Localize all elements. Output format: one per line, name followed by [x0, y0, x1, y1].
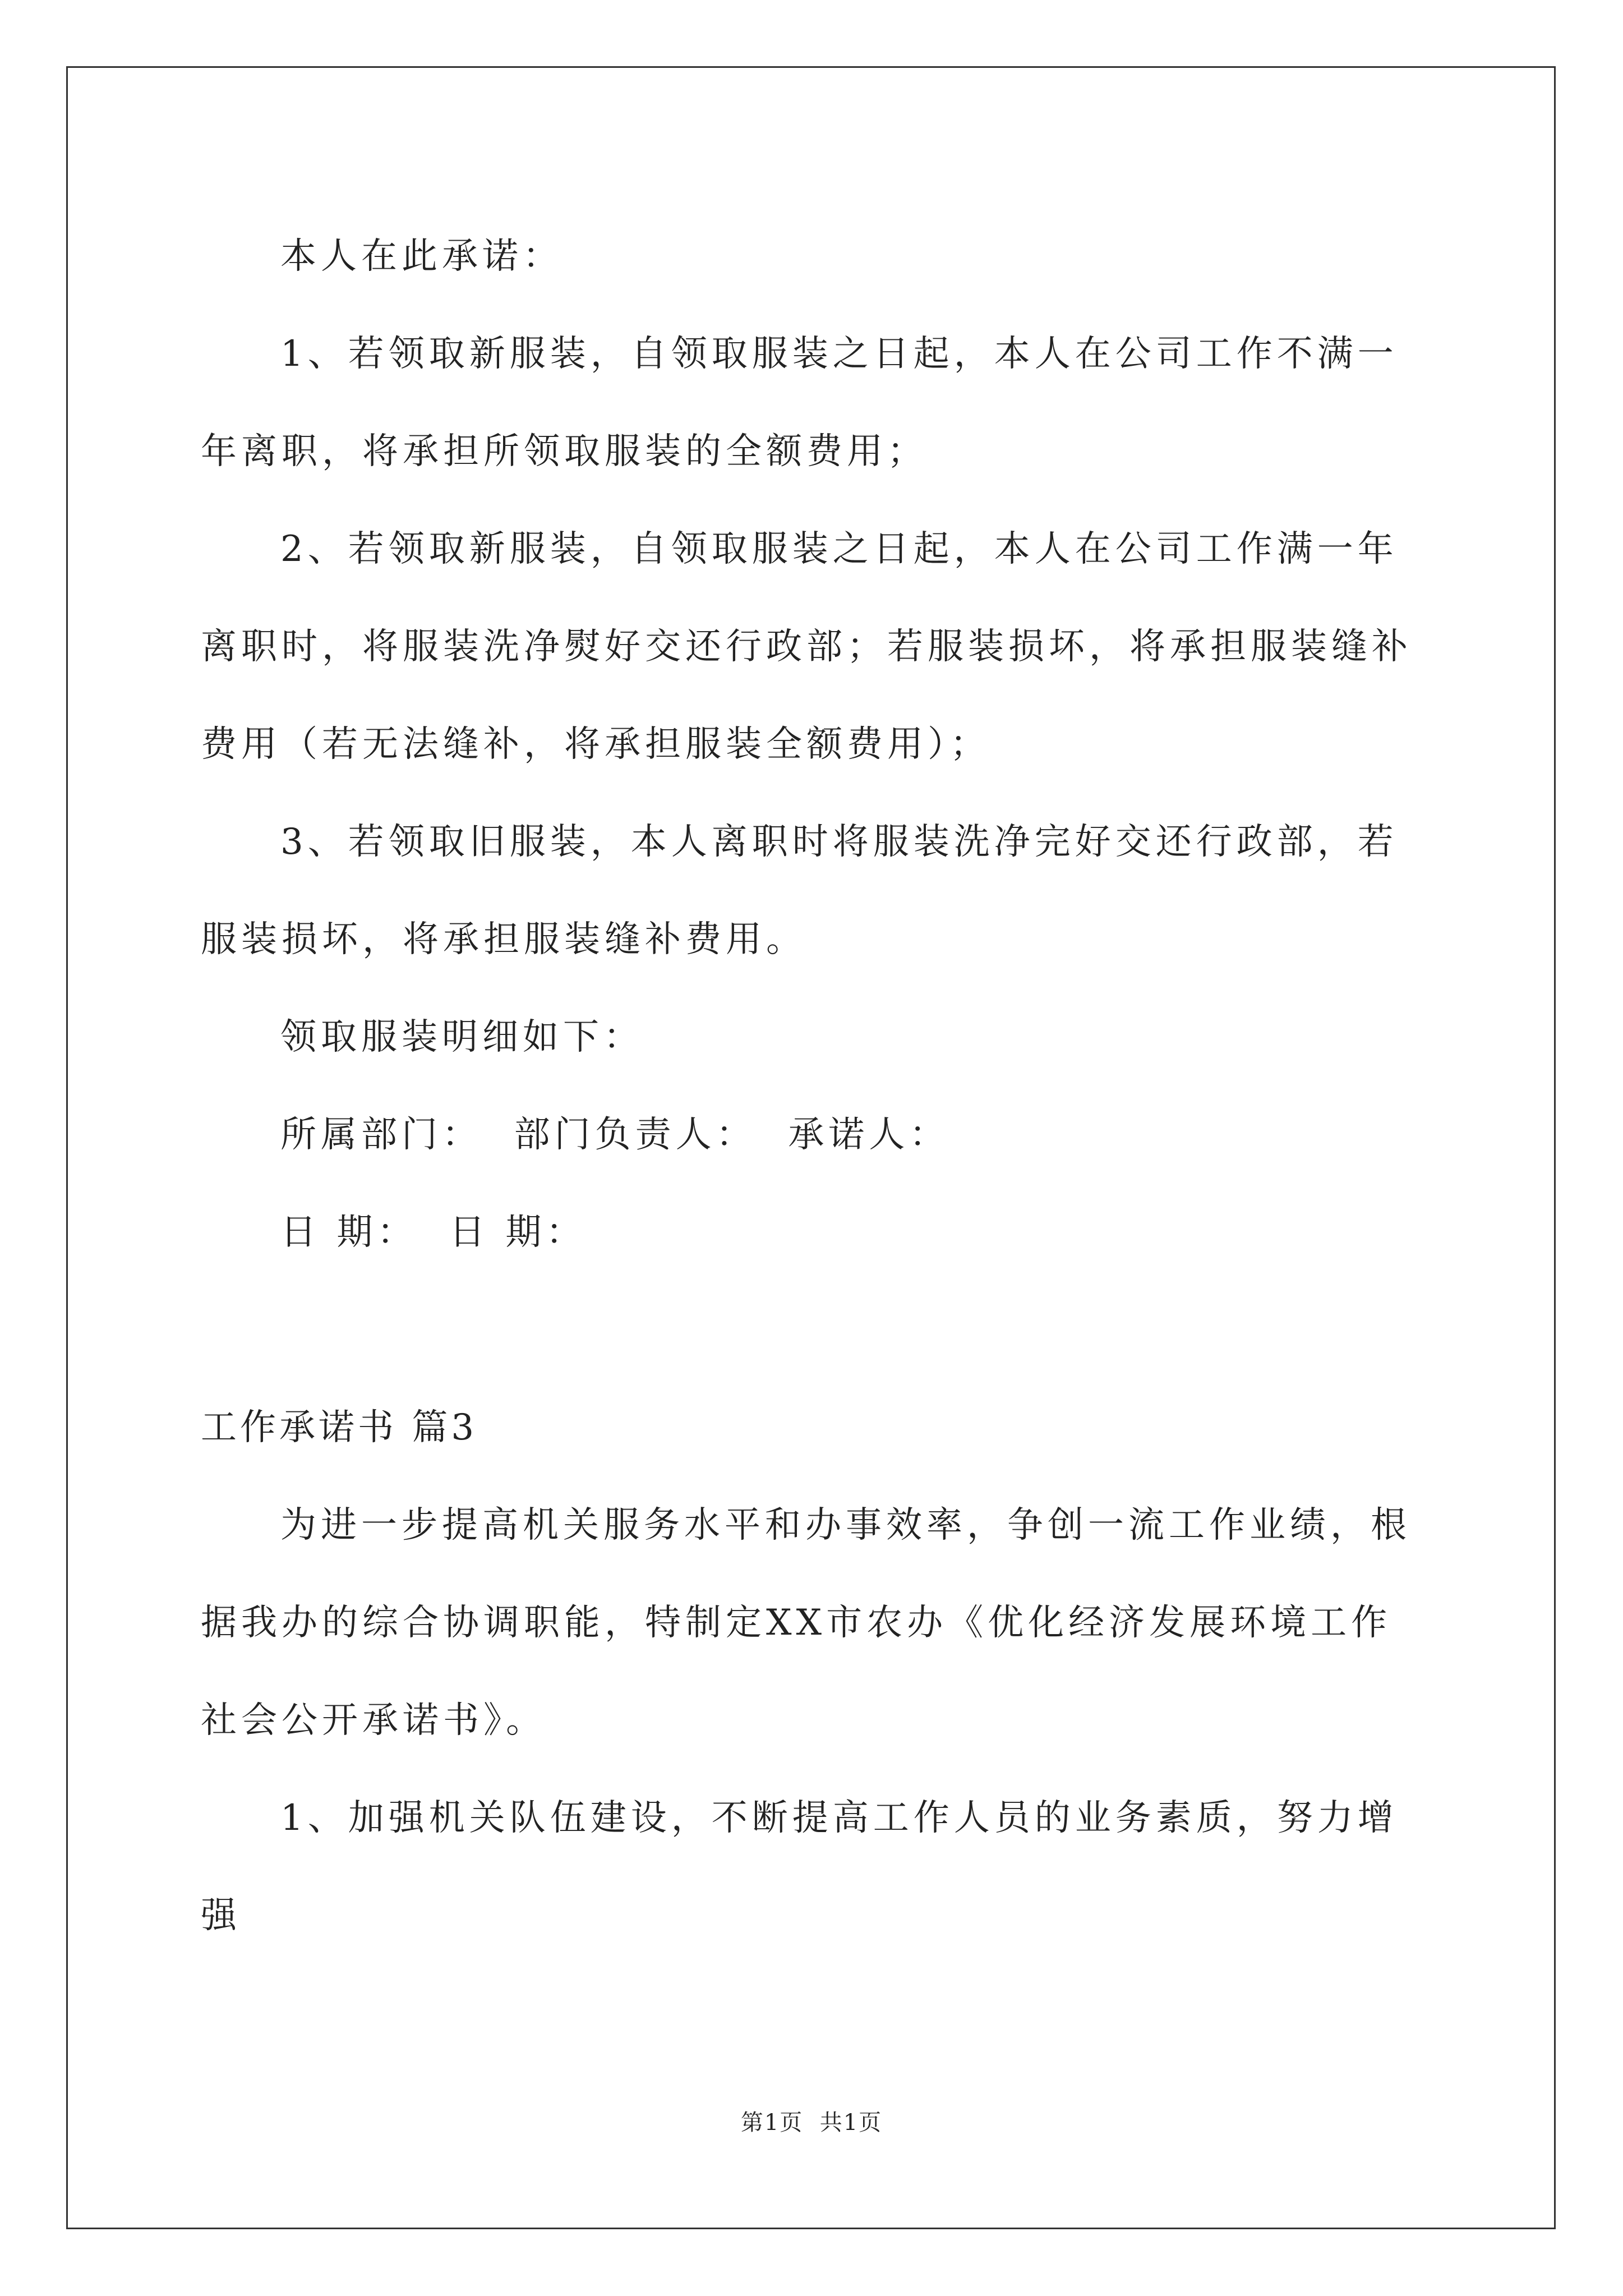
- paragraph-item-2: 2、若领取新服装，自领取服装之日起，本人在公司工作满一年离职时，将服装洗净熨好交还行政部；若服装损坏，将承担服装缝补费用（若无法缝补，将承担服装全额费用）；: [201, 528, 1412, 765]
- page-footer: 第1页 共1页: [740, 2110, 883, 2136]
- signature-line-date: 日 期： 日 期：: [280, 1212, 587, 1253]
- paragraph-clothing-details: 领取服装明细如下：: [280, 1016, 644, 1058]
- paragraph-item-1: 1、若领取新服装，自领取服装之日起，本人在公司工作不满一年离职，将承担所领取服装的全额费用；: [201, 333, 1398, 472]
- signature-line-department: 所属部门： 部门负责人： 承诺人：: [280, 1114, 950, 1156]
- document-body: [201, 208, 1426, 1964]
- paragraph-item-3: 3、若领取旧服装，本人离职时将服装洗净完好交还行政部，若服装损坏，将承担服装缝补费用。: [201, 821, 1398, 960]
- paragraph-commitment-intro: 本人在此承诺：: [280, 236, 563, 277]
- paragraph-section3-item-1: 1、加强机关队伍建设，不断提高工作人员的业务素质，努力增强: [201, 1797, 1398, 1936]
- section-title: 工作承诺书 篇3: [201, 1407, 478, 1448]
- paragraph-section3-intro: 为进一步提高机关服务水平和办事效率，争创一流工作业绩，根据我办的综合协调职能，特制定XX市农办《优化经济发展环境工作社会公开承诺书》。: [201, 1504, 1411, 1741]
- section-spacer: [201, 1281, 1426, 1379]
